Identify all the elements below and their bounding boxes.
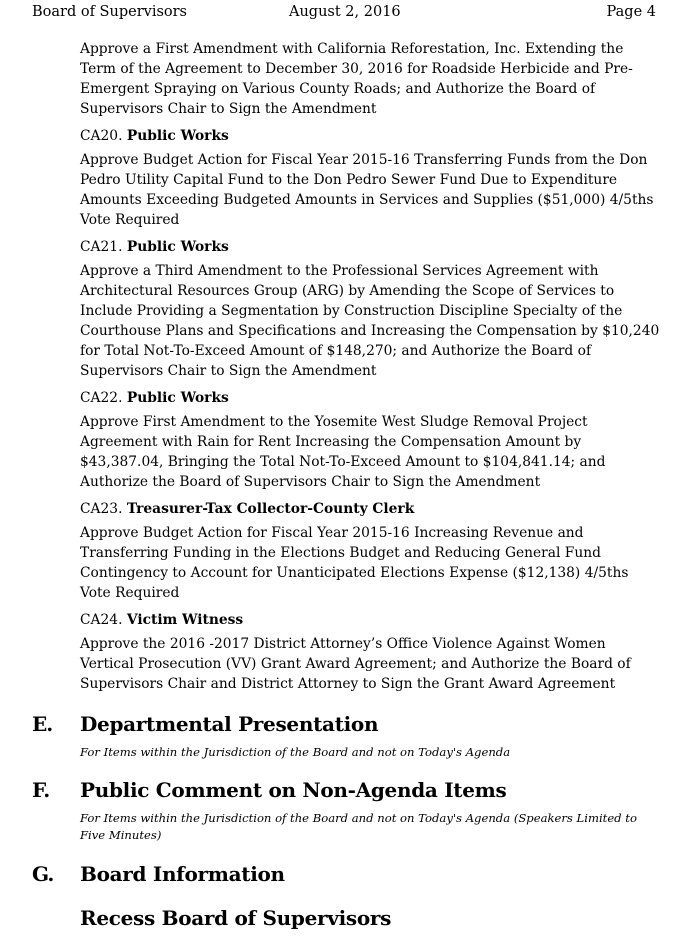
section-letter: E. — [32, 712, 53, 736]
item-description: Approve First Amendment to the Yosemite West Sludge Removal Project Agreement with Rain for Rent Increasing the Compensation Amount by $43,387.04, Bringing the Total Not-To-Exceed Amount to $104,841.14; and Authorize the Board of Supervisors Chair to Sign the Amendment — [80, 414, 606, 490]
agenda-item-ca22 — [80, 388, 660, 492]
item-department: Public Works — [126, 390, 229, 406]
consent-agenda-list — [80, 39, 660, 701]
item-number: CA22. — [80, 390, 123, 406]
item-description: Approve the 2016 -2017 District Attorney’s Office Violence Against Women Vertical Prosecution (VV) Grant Award Agreement; and Authorize the Board of Supervisors Chair and District Attorney to Sign the Grant Award Agreement — [80, 636, 631, 692]
item-heading — [80, 388, 660, 408]
item-number: CA20. — [80, 128, 123, 144]
section-heading: Recess Board of Supervisors — [80, 906, 392, 930]
agenda-item-ca23 — [80, 499, 660, 603]
agenda-item-ca21 — [80, 237, 660, 381]
section-note: For Items within the Jurisdiction of the Board and not on Today's Agenda — [80, 745, 511, 759]
item-description: Approve Budget Action for Fiscal Year 2015-16 Transferring Funds from the Don Pedro Utility Capital Fund to the Don Pedro Sewer Fund Due to Expenditure Amounts Exceeding Budgeted Amounts in Services and Supplies ($51,000) 4/5ths Vote Required — [80, 152, 654, 228]
agenda-item-ca20 — [80, 126, 660, 230]
header-page-number: Page 4 — [606, 4, 656, 20]
item-department: Victim Witness — [126, 612, 244, 628]
section-letter: F. — [32, 778, 50, 802]
section-note: For Items within the Jurisdiction of the Board and not on Today's Agenda (Speakers Limited to Five Minutes) — [80, 811, 637, 842]
item-number: CA23. — [80, 501, 123, 517]
item-number: CA21. — [80, 239, 123, 255]
item-department: Public Works — [126, 239, 229, 255]
item-heading — [80, 499, 660, 519]
section-heading: Departmental Presentation — [80, 712, 379, 736]
page-header — [32, 4, 656, 24]
item-heading — [80, 237, 660, 257]
header-date: August 2, 2016 — [289, 4, 401, 20]
section-heading: Board Information — [80, 862, 285, 886]
item-department: Public Works — [126, 128, 229, 144]
item-description: Approve Budget Action for Fiscal Year 2015-16 Increasing Revenue and Transferring Funding in the Elections Budget and Reducing General Fund Contingency to Account for Unanticipated Elections Expense ($12,138) 4/5ths Vote Required — [80, 525, 629, 601]
item-description: Approve a Third Amendment to the Professional Services Agreement with Architectural Resources Group (ARG) by Amending the Scope of Services to Include Providing a Segmentation by Construction Discipline Specialty of the Courthouse Plans and Specifications and Increasing the Compensation by $10,240 for Total Not-To-Exceed Amount of $148,270; and Authorize the Board of Supervisors Chair to Sign the Amendment — [80, 263, 660, 379]
item-heading — [80, 126, 660, 146]
item-number: CA24. — [80, 612, 123, 628]
section-letter: G. — [32, 862, 54, 886]
continued-item-text: Approve a First Amendment with California Reforestation, Inc. Extending the Term of the Agreement to December 30, 2016 for Roadside Herbicide and Pre-Emergent Spraying on Various County Roads; and Authorize the Board of Supervisors Chair to Sign the Amendment — [80, 41, 633, 117]
section-heading: Public Comment on Non-Agenda Items — [80, 778, 507, 802]
item-heading — [80, 610, 660, 630]
item-department: Treasurer-Tax Collector-County Clerk — [126, 501, 415, 517]
header-board-name: Board of Supervisors — [32, 4, 187, 20]
agenda-item-ca24 — [80, 610, 660, 694]
